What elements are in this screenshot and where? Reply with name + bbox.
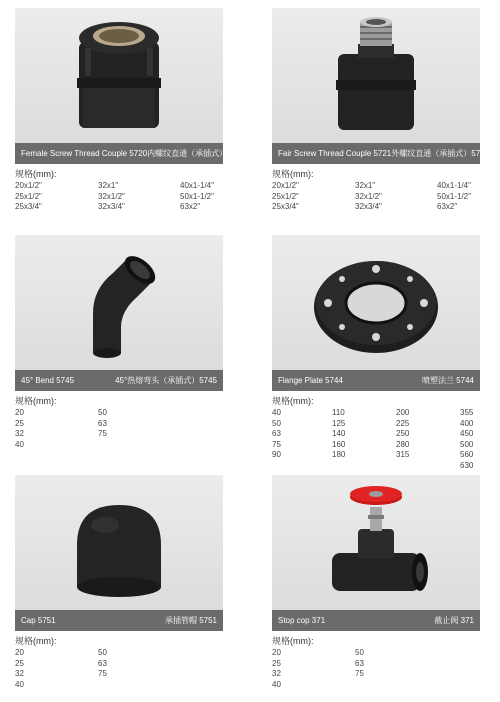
spec-value: 25x1/2"	[15, 191, 42, 201]
spec-value: 63	[98, 658, 107, 668]
spec-value: 50	[272, 418, 281, 428]
spec-value: 560	[460, 450, 474, 459]
spec-value: 20x1/2"	[272, 181, 299, 190]
spec-value: 50	[98, 648, 107, 657]
spec-value: 32x1/2"	[98, 191, 125, 201]
spec-value: 50	[98, 408, 107, 417]
spec-label: 规格(mm):	[15, 396, 57, 406]
spec-value: 160	[332, 439, 346, 449]
spec-grid	[272, 648, 480, 690]
spec-value: 40x1-1/4"	[437, 181, 471, 190]
product-name-cn: 外螺纹直通（承插式）5721	[391, 149, 490, 158]
spec-value: 40x1-1/4"	[180, 181, 214, 190]
spec-value: 125	[332, 418, 346, 428]
product-name-cn: 喷塑法兰 5744	[421, 376, 474, 385]
spec-value: 50	[355, 648, 364, 657]
spec-value: 355	[460, 408, 474, 417]
spec-value: 32	[15, 429, 24, 438]
spec-value: 63	[272, 429, 281, 438]
product-photo	[15, 8, 223, 143]
spec-value	[332, 461, 396, 472]
spec-value: 50x1-1/2"	[180, 191, 214, 201]
spec-value: 40	[272, 679, 281, 689]
bend-45-image	[15, 235, 223, 370]
spec-value: 40	[15, 439, 24, 449]
spec-value: 63x2"	[437, 202, 458, 211]
product-name: Cap 5751	[21, 616, 56, 625]
spec-grid	[272, 181, 480, 213]
product-card-371	[272, 475, 480, 690]
product-name-cn: 45°热熔弯头（承插式）5745	[115, 376, 217, 385]
product-name: Stop cop 371	[278, 616, 326, 625]
spec-value: 110	[332, 408, 345, 417]
product-card-5720	[15, 8, 245, 213]
spec-value: 32x1/2"	[355, 191, 382, 201]
spec-value: 32x1"	[355, 181, 376, 190]
spec-value: 400	[460, 418, 474, 428]
spec-value: 75	[98, 429, 107, 438]
spec-value: 25	[15, 418, 24, 428]
spec-value: 25x3/4"	[272, 202, 299, 211]
spec-value: 500	[460, 439, 474, 449]
spec-value: 180	[332, 450, 346, 459]
cap-image	[15, 475, 223, 610]
spec-value: 50x1-1/2"	[437, 191, 471, 201]
spec-value: 630	[460, 460, 474, 470]
product-caption	[272, 610, 480, 631]
spec-value: 75	[272, 439, 281, 449]
spec-value: 20	[15, 408, 24, 417]
spec-value: 450	[460, 429, 474, 438]
spec-value: 315	[396, 450, 410, 459]
product-card-5721	[272, 8, 490, 213]
spec-value: 250	[396, 429, 410, 438]
spec-label: 规格(mm):	[272, 169, 314, 179]
spec-grid	[15, 648, 223, 690]
product-name: Fair Screw Thread Couple 5721	[278, 149, 392, 158]
female-coupling-image	[15, 8, 223, 143]
spec-value: 63	[98, 418, 107, 428]
spec-value: 32x1"	[98, 181, 119, 190]
product-photo	[272, 475, 480, 610]
spec-label: 规格(mm):	[272, 636, 314, 646]
spec-value: 63x2"	[180, 202, 201, 211]
stop-valve-image	[272, 475, 480, 610]
spec-value: 20	[272, 648, 281, 657]
product-name-cn: 承插管帽 5751	[164, 616, 217, 625]
spec-value	[98, 680, 178, 691]
spec-value: 25x3/4"	[15, 202, 42, 211]
spec-value: 25	[15, 658, 24, 668]
product-name: 45° Bend 5745	[21, 376, 75, 385]
spec-value: 280	[396, 439, 410, 449]
spec-value	[98, 440, 178, 451]
spec-value: 25x1/2"	[272, 191, 299, 201]
spec-value: 25	[272, 658, 281, 668]
product-caption	[15, 610, 223, 631]
product-caption	[15, 143, 245, 164]
product-name: Flange Plate 5744	[278, 376, 343, 385]
spec-value: 40	[15, 679, 24, 689]
product-photo	[272, 8, 480, 143]
spec-value: 32	[15, 669, 24, 678]
spec-grid	[272, 408, 480, 471]
product-photo	[272, 235, 480, 370]
product-photo	[15, 475, 223, 610]
spec-value: 90	[272, 450, 281, 459]
spec-value	[396, 461, 460, 472]
product-caption	[15, 370, 223, 391]
spec-value: 63	[355, 658, 364, 668]
spec-value: 75	[98, 669, 107, 678]
spec-value: 32	[272, 669, 281, 678]
spec-value	[355, 680, 435, 691]
product-card-5745	[15, 235, 223, 450]
flange-plate-image	[272, 235, 480, 370]
spec-value: 225	[396, 418, 410, 428]
spec-value: 40	[272, 408, 281, 417]
product-caption	[272, 143, 490, 164]
male-coupling-image	[272, 8, 480, 143]
product-photo	[15, 235, 223, 370]
spec-value: 32x3/4"	[355, 202, 382, 211]
spec-value	[272, 461, 332, 472]
product-name-cn: 截止阀 371	[434, 616, 474, 625]
spec-value: 140	[332, 429, 346, 438]
spec-label: 规格(mm):	[15, 636, 57, 646]
product-card-5744	[272, 235, 480, 471]
product-name: Female Screw Thread Couple 5720	[21, 149, 148, 158]
spec-value: 20x1/2"	[15, 181, 42, 190]
spec-value: 20	[15, 648, 24, 657]
product-name-cn: 内螺纹直通（承插式）5720	[147, 149, 245, 158]
product-caption	[272, 370, 480, 391]
spec-value: 200	[396, 408, 410, 417]
product-card-5751	[15, 475, 223, 690]
spec-value: 32x3/4"	[98, 202, 125, 211]
spec-label: 规格(mm):	[15, 169, 57, 179]
spec-grid	[15, 181, 223, 213]
spec-label: 规格(mm):	[272, 396, 314, 406]
spec-value: 75	[355, 669, 364, 678]
spec-grid	[15, 408, 223, 450]
